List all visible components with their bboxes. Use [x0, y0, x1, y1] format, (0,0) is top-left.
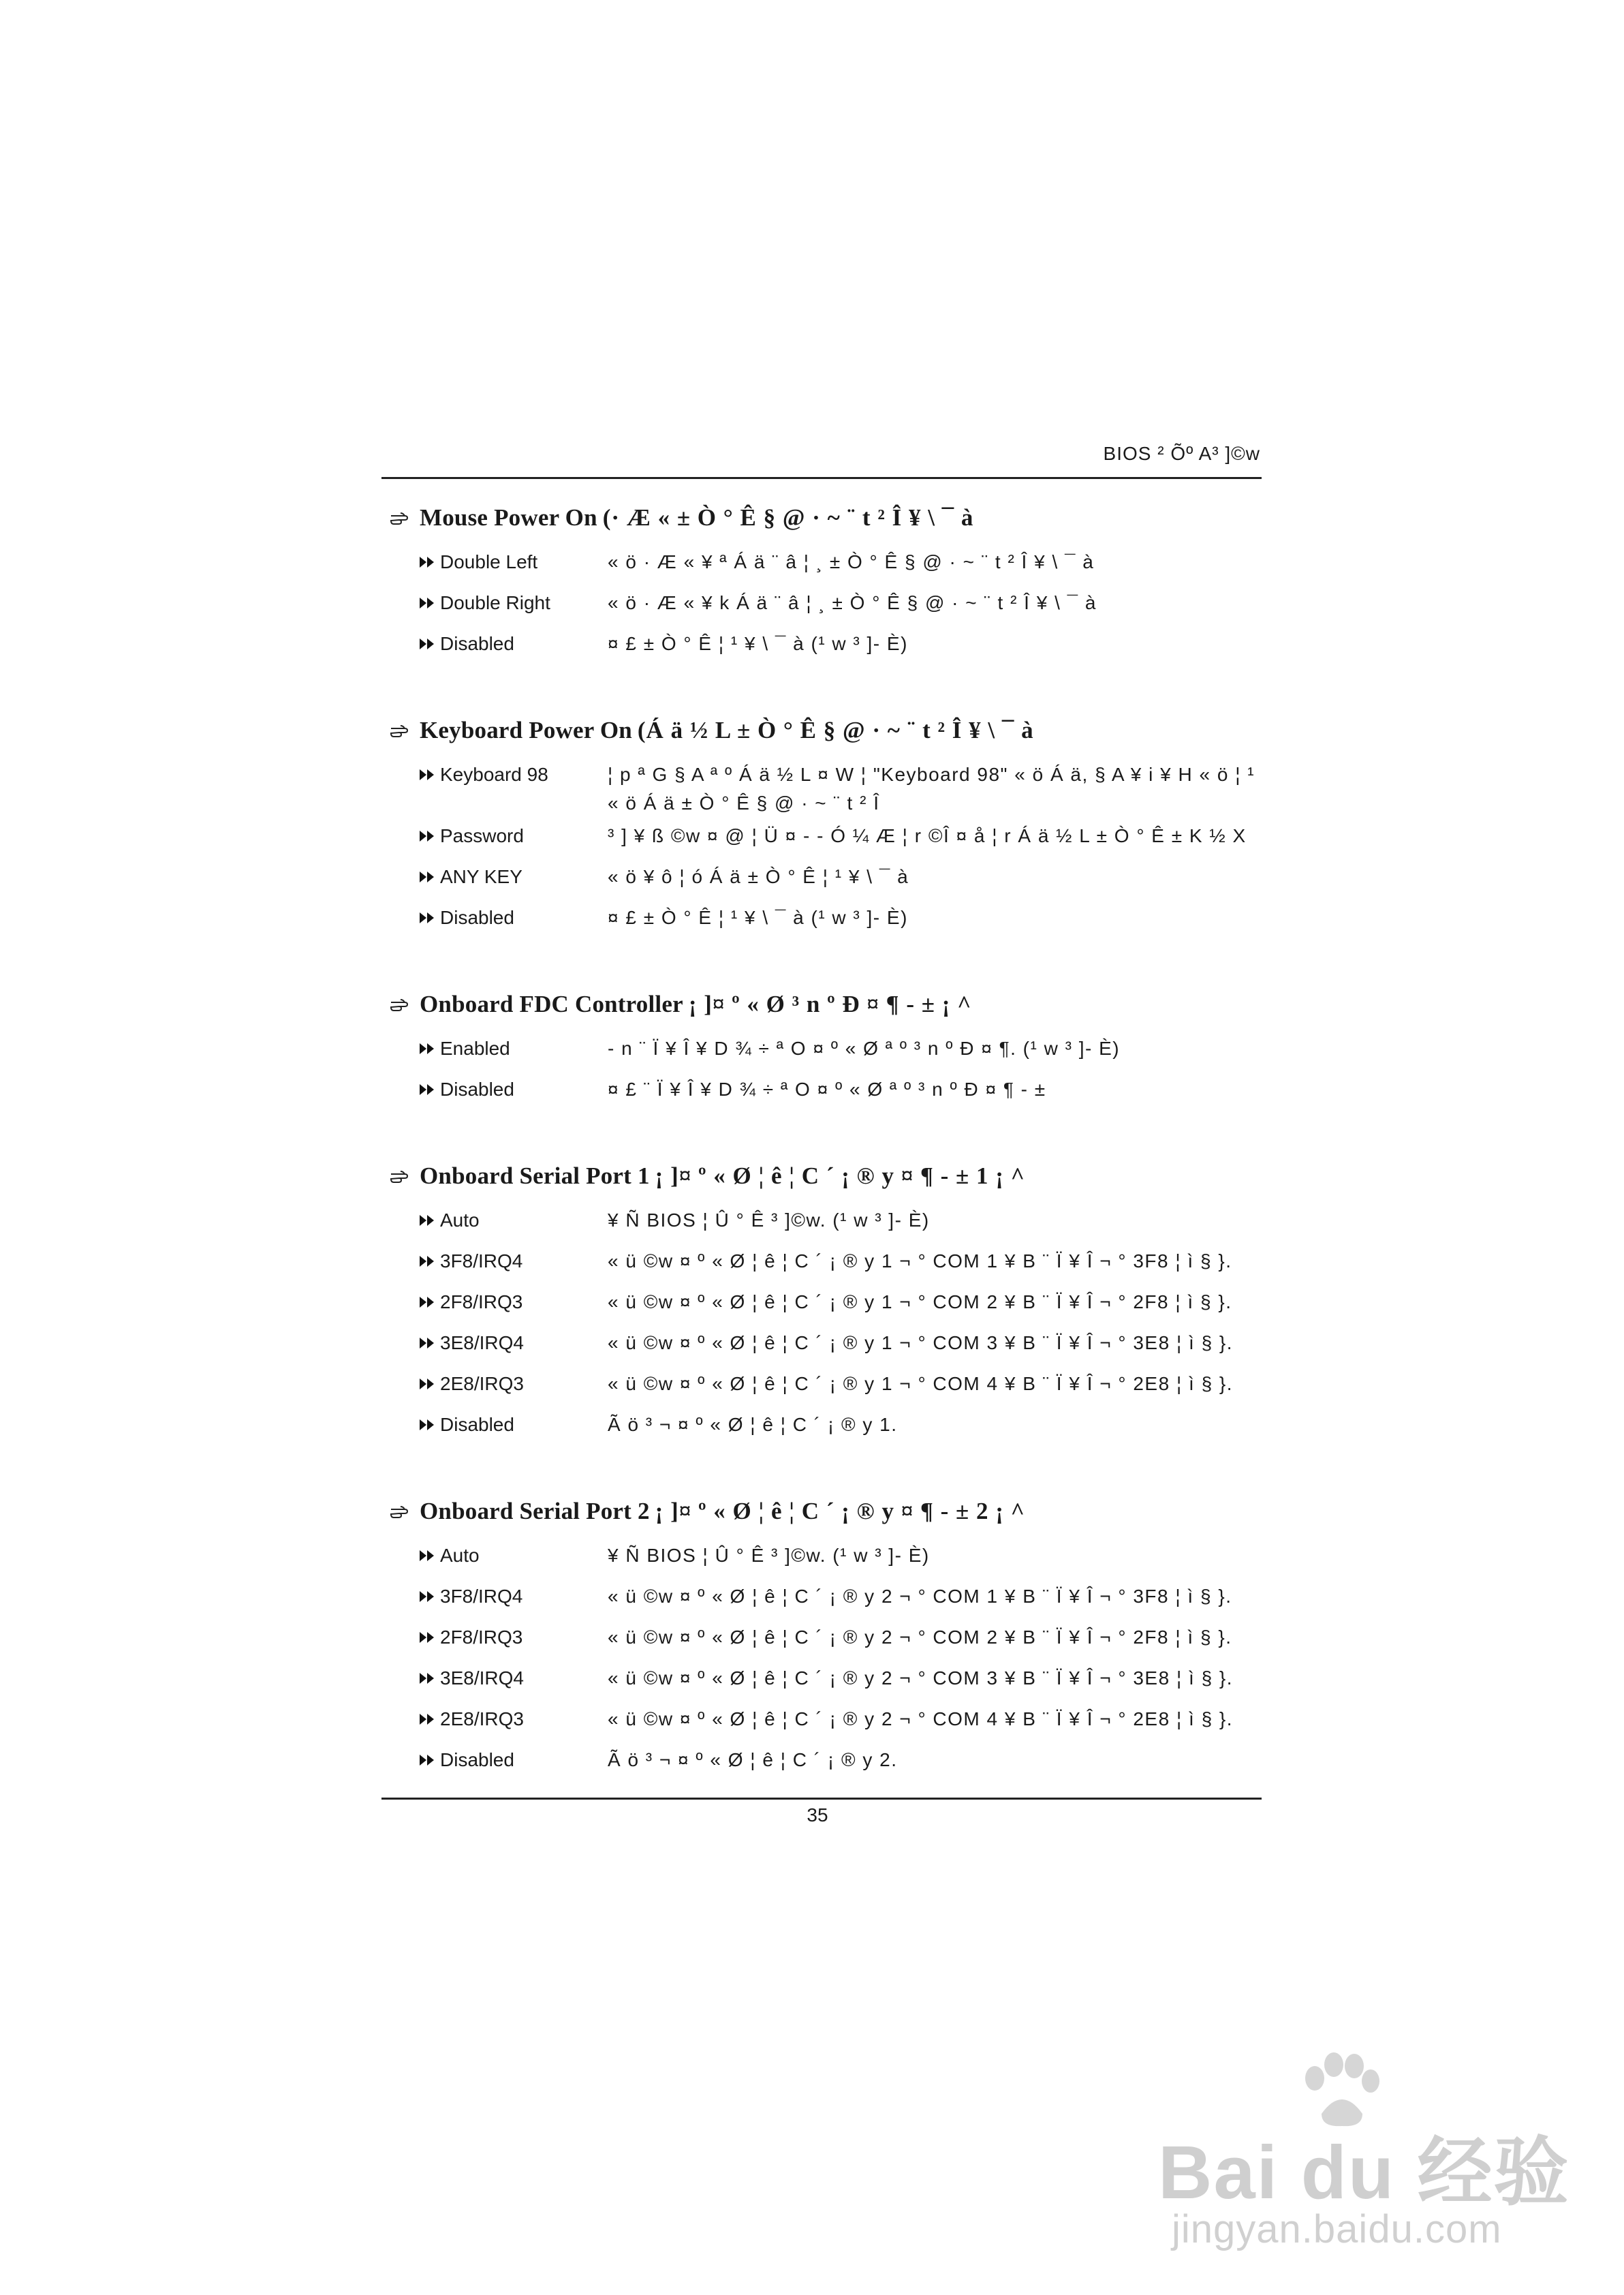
double-arrow-icon: [420, 1215, 435, 1226]
section-title: Onboard Serial Port 2: [420, 1498, 650, 1524]
option-row: [390, 1582, 1268, 1623]
option-row: [390, 822, 1268, 863]
option-row: [390, 1541, 1268, 1582]
option-row: [390, 589, 1268, 630]
header-rule: [381, 477, 1262, 479]
option-label: Double Right: [440, 592, 550, 613]
option-description: Ã ö ³ ¬ ¤ º « Ø ¦ ê ¦ C ´ ¡ ® y 2.: [608, 1749, 898, 1770]
option-row: [390, 630, 1268, 671]
section-heading: [390, 502, 1268, 534]
option-description: « ü ©w ¤ º « Ø ¦ ê ¦ C ´ ¡ ® y 1 ¬ ° COM 3 ¥ B ¨ Ï ¥ Î ¬ ° 3E8 ¦ ì § }.: [608, 1332, 1234, 1353]
double-arrow-icon: [420, 1419, 435, 1430]
option-row: [390, 760, 1268, 822]
option-description: - n ¨ Ï ¥ Î ¥ D ¾ ÷ ª O ¤ º « Ø ª º ³ n º Ð ¤ ¶. (¹ w ³ ]- È): [608, 1038, 1121, 1059]
option-row: [390, 548, 1268, 589]
section-description: ¡ ]¤ º « Ø ³ n º Ð ¤ ¶ - ± ¡ ^: [688, 991, 972, 1017]
section-description: ¡ ]¤ º « Ø ¦ ê ¦ C ´ ¡ ® y ¤ ¶ - ± 1 ¡ ^: [655, 1162, 1025, 1189]
section-heading: [390, 1160, 1268, 1192]
double-arrow-icon: [420, 1084, 435, 1095]
option-label: Enabled: [440, 1038, 510, 1059]
pointing-hand-icon: [390, 1169, 417, 1184]
option-description: « ö · Æ « ¥ k Á ä ¨ â ¦ ¸ ± Ò ° Ê § @ · ~ ¨ t ² Î ¥ \ ¯ à: [608, 592, 1097, 613]
double-arrow-icon: [420, 1256, 435, 1267]
option-row: [390, 1329, 1268, 1370]
section-onboard-fdc-controller: [390, 988, 1268, 1116]
option-description: « ü ©w ¤ º « Ø ¦ ê ¦ C ´ ¡ ® y 2 ¬ ° COM 2 ¥ B ¨ Ï ¥ Î ¬ ° 2F8 ¦ ì § }.: [608, 1627, 1232, 1648]
option-description: ¦ p ª G § A ª º Á ä ½ L ¤ W ¦ "Keyboard 98" « ö Á ä, § A ¥ i ¥ H « ö ¦ ¹ « ö Á ä ± Ò ° Ê § @ · ~ ¨ t ² Î: [608, 764, 1255, 814]
option-label: 3F8/IRQ4: [440, 1250, 523, 1272]
pointing-hand-icon: [390, 723, 417, 738]
option-row: [390, 904, 1268, 944]
section-title: Keyboard Power On: [420, 717, 632, 743]
option-label: Double Left: [440, 551, 538, 572]
option-label: 2E8/IRQ3: [440, 1708, 524, 1729]
section-title: Onboard FDC Controller: [420, 991, 683, 1017]
section-title: Mouse Power On: [420, 504, 597, 531]
section-description: (Á ä ½ L ± Ò ° Ê § @ · ~ ¨ t ² Î ¥ \ ¯ à: [637, 717, 1034, 743]
content: [390, 502, 1268, 1787]
double-arrow-icon: [420, 598, 435, 609]
option-row: [390, 1075, 1268, 1116]
double-arrow-icon: [420, 872, 435, 882]
pointing-hand-icon: [390, 510, 417, 525]
option-label: Auto: [440, 1210, 480, 1231]
option-label: 2F8/IRQ3: [440, 1291, 523, 1312]
option-row: [390, 1411, 1268, 1451]
option-label: Disabled: [440, 1749, 514, 1770]
option-description: « ü ©w ¤ º « Ø ¦ ê ¦ C ´ ¡ ® y 2 ¬ ° COM 4 ¥ B ¨ Ï ¥ Î ¬ ° 2E8 ¦ ì § }.: [608, 1708, 1234, 1729]
option-description: « ü ©w ¤ º « Ø ¦ ê ¦ C ´ ¡ ® y 1 ¬ ° COM 1 ¥ B ¨ Ï ¥ Î ¬ ° 3F8 ¦ ì § }.: [608, 1250, 1232, 1272]
watermark-url: jingyan.baidu.com: [1172, 2207, 1502, 2251]
option-label: 3E8/IRQ4: [440, 1667, 524, 1689]
option-label: 2E8/IRQ3: [440, 1373, 524, 1394]
page-number: 35: [807, 1804, 828, 1826]
option-row: [390, 1623, 1268, 1664]
double-arrow-icon: [420, 769, 435, 780]
pointing-hand-icon: [390, 997, 417, 1012]
watermark-brand: Bai du 经验: [1158, 2131, 1570, 2215]
running-header: BIOS ² Õº A³ ]©w: [1103, 443, 1260, 464]
watermark: [1158, 2051, 1594, 2255]
section-description: ¡ ]¤ º « Ø ¦ ê ¦ C ´ ¡ ® y ¤ ¶ - ± 2 ¡ ^: [655, 1498, 1025, 1524]
option-description: ¤ £ ¨ Ï ¥ Î ¥ D ¾ ÷ ª O ¤ º « Ø ª º ³ n º Ð ¤ ¶ - ±: [608, 1079, 1046, 1100]
double-arrow-icon: [420, 1714, 435, 1725]
section-heading: [390, 1495, 1268, 1528]
option-label: 3E8/IRQ4: [440, 1332, 524, 1353]
section-onboard-serial-port-1: [390, 1160, 1268, 1451]
option-label: Disabled: [440, 907, 514, 928]
double-arrow-icon: [420, 1673, 435, 1684]
double-arrow-icon: [420, 557, 435, 568]
double-arrow-icon: [420, 1378, 435, 1389]
section-description: (· Æ « ± Ò ° Ê § @ · ~ ¨ t ² Î ¥ \ ¯ à: [602, 504, 974, 531]
option-description: ¥ Ñ BIOS ¦ Û ° Ê ³ ]©w. (¹ w ³ ]- È): [608, 1210, 930, 1231]
double-arrow-icon: [420, 1043, 435, 1054]
option-label: Disabled: [440, 1079, 514, 1100]
pointing-hand-icon: [390, 1504, 417, 1519]
double-arrow-icon: [420, 1550, 435, 1561]
option-row: [390, 1370, 1268, 1411]
option-label: Disabled: [440, 1414, 514, 1435]
option-label: 3F8/IRQ4: [440, 1586, 523, 1607]
option-description: « ü ©w ¤ º « Ø ¦ ê ¦ C ´ ¡ ® y 2 ¬ ° COM 3 ¥ B ¨ Ï ¥ Î ¬ ° 3E8 ¦ ì § }.: [608, 1667, 1234, 1689]
option-row: [390, 1247, 1268, 1288]
double-arrow-icon: [420, 1591, 435, 1602]
option-row: [390, 1034, 1268, 1075]
option-description: ³ ] ¥ ß ©w ¤ @ ¦ Ü ¤ - - Ó ¼ Æ ¦ r ©Î ¤ å ¦ r Á ä ½ L ± Ò ° Ê ± K ½ X: [608, 825, 1247, 846]
option-row: [390, 1664, 1268, 1705]
double-arrow-icon: [420, 1755, 435, 1766]
footer-rule: [381, 1798, 1262, 1800]
option-description: Ã ö ³ ¬ ¤ º « Ø ¦ ê ¦ C ´ ¡ ® y 1.: [608, 1414, 898, 1435]
option-row: [390, 1746, 1268, 1787]
section-keyboard-power-on: [390, 714, 1268, 944]
option-description: ¤ £ ± Ò ° Ê ¦ ¹ ¥ \ ¯ à (¹ w ³ ]- È): [608, 907, 908, 928]
double-arrow-icon: [420, 638, 435, 649]
double-arrow-icon: [420, 912, 435, 923]
option-description: ¥ Ñ BIOS ¦ Û ° Ê ³ ]©w. (¹ w ³ ]- È): [608, 1545, 930, 1566]
option-description: « ü ©w ¤ º « Ø ¦ ê ¦ C ´ ¡ ® y 2 ¬ ° COM 1 ¥ B ¨ Ï ¥ Î ¬ ° 3F8 ¦ ì § }.: [608, 1586, 1232, 1607]
section-mouse-power-on: [390, 502, 1268, 671]
double-arrow-icon: [420, 1338, 435, 1349]
section-onboard-serial-port-2: [390, 1495, 1268, 1787]
option-label: 2F8/IRQ3: [440, 1627, 523, 1648]
double-arrow-icon: [420, 1632, 435, 1643]
section-heading: [390, 714, 1268, 747]
option-description: ¤ £ ± Ò ° Ê ¦ ¹ ¥ \ ¯ à (¹ w ³ ]- È): [608, 633, 908, 654]
section-title: Onboard Serial Port 1: [420, 1162, 650, 1189]
option-row: [390, 863, 1268, 904]
option-row: [390, 1288, 1268, 1329]
option-description: « ö · Æ « ¥ ª Á ä ¨ â ¦ ¸ ± Ò ° Ê § @ · ~ ¨ t ² Î ¥ \ ¯ à: [608, 551, 1095, 572]
option-label: Disabled: [440, 633, 514, 654]
option-row: [390, 1705, 1268, 1746]
double-arrow-icon: [420, 831, 435, 842]
option-label: Auto: [440, 1545, 480, 1566]
option-description: « ü ©w ¤ º « Ø ¦ ê ¦ C ´ ¡ ® y 1 ¬ ° COM 4 ¥ B ¨ Ï ¥ Î ¬ ° 2E8 ¦ ì § }.: [608, 1373, 1234, 1394]
option-label: Password: [440, 825, 524, 846]
double-arrow-icon: [420, 1297, 435, 1308]
option-label: ANY KEY: [440, 866, 522, 887]
section-heading: [390, 988, 1268, 1021]
option-description: « ü ©w ¤ º « Ø ¦ ê ¦ C ´ ¡ ® y 1 ¬ ° COM 2 ¥ B ¨ Ï ¥ Î ¬ ° 2F8 ¦ ì § }.: [608, 1291, 1232, 1312]
option-label: Keyboard 98: [440, 764, 548, 785]
option-row: [390, 1206, 1268, 1247]
option-description: « ö ¥ ô ¦ ó Á ä ± Ò ° Ê ¦ ¹ ¥ \ ¯ à: [608, 866, 909, 887]
